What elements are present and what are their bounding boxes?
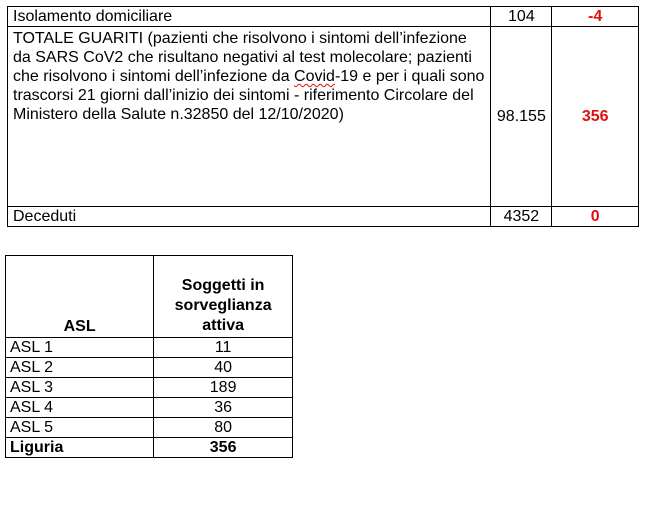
asl-name: ASL 5 — [6, 418, 154, 438]
table-row — [6, 398, 293, 418]
row-label-deceduti: Deceduti — [8, 207, 491, 227]
table-row — [8, 27, 639, 207]
asl-header-name: ASL — [6, 256, 154, 338]
guariti-text-part-3: -19 e per i quali sono trascorsi 21 giorni dall’inizio dei sintomi - riferimento Circolare del Ministero della Salute n.32850 del 12/10/2020) — [13, 68, 485, 123]
table-row — [6, 358, 293, 378]
asl-total-count: 356 — [154, 438, 293, 458]
asl-table — [5, 255, 293, 458]
row-delta-guariti: 356 — [552, 27, 639, 207]
asl-total-row — [6, 438, 293, 458]
row-label-guariti — [8, 27, 491, 207]
table-row — [6, 338, 293, 358]
asl-name: ASL 1 — [6, 338, 154, 358]
row-label-isolamento: Isolamento domiciliare — [8, 7, 491, 27]
table-row — [8, 7, 639, 27]
asl-count: 11 — [154, 338, 293, 358]
asl-count: 189 — [154, 378, 293, 398]
asl-name: ASL 2 — [6, 358, 154, 378]
table-row — [6, 378, 293, 398]
row-delta-deceduti: 0 — [552, 207, 639, 227]
asl-count: 36 — [154, 398, 293, 418]
table-row — [6, 418, 293, 438]
table-row — [8, 207, 639, 227]
row-value-isolamento: 104 — [491, 7, 552, 27]
asl-count: 40 — [154, 358, 293, 378]
row-delta-isolamento: -4 — [552, 7, 639, 27]
asl-name: ASL 4 — [6, 398, 154, 418]
row-value-deceduti: 4352 — [491, 207, 552, 227]
asl-count: 80 — [154, 418, 293, 438]
guariti-text-covid: Covid — [294, 68, 335, 85]
asl-total-name: Liguria — [6, 438, 154, 458]
asl-header-count: Soggetti in sorveglianza attiva — [154, 256, 293, 338]
asl-header-row — [6, 256, 293, 338]
summary-table — [7, 6, 639, 227]
guariti-text-part-1: TOTALE GUARITI (pazienti che risolvono i sintomi dell’infezione da SARS CoV2 che risultano negativi al test molecolare; pazienti che risolvono i sintomi dell’infezione da — [13, 30, 472, 85]
row-value-guariti: 98.155 — [491, 27, 552, 207]
asl-name: ASL 3 — [6, 378, 154, 398]
